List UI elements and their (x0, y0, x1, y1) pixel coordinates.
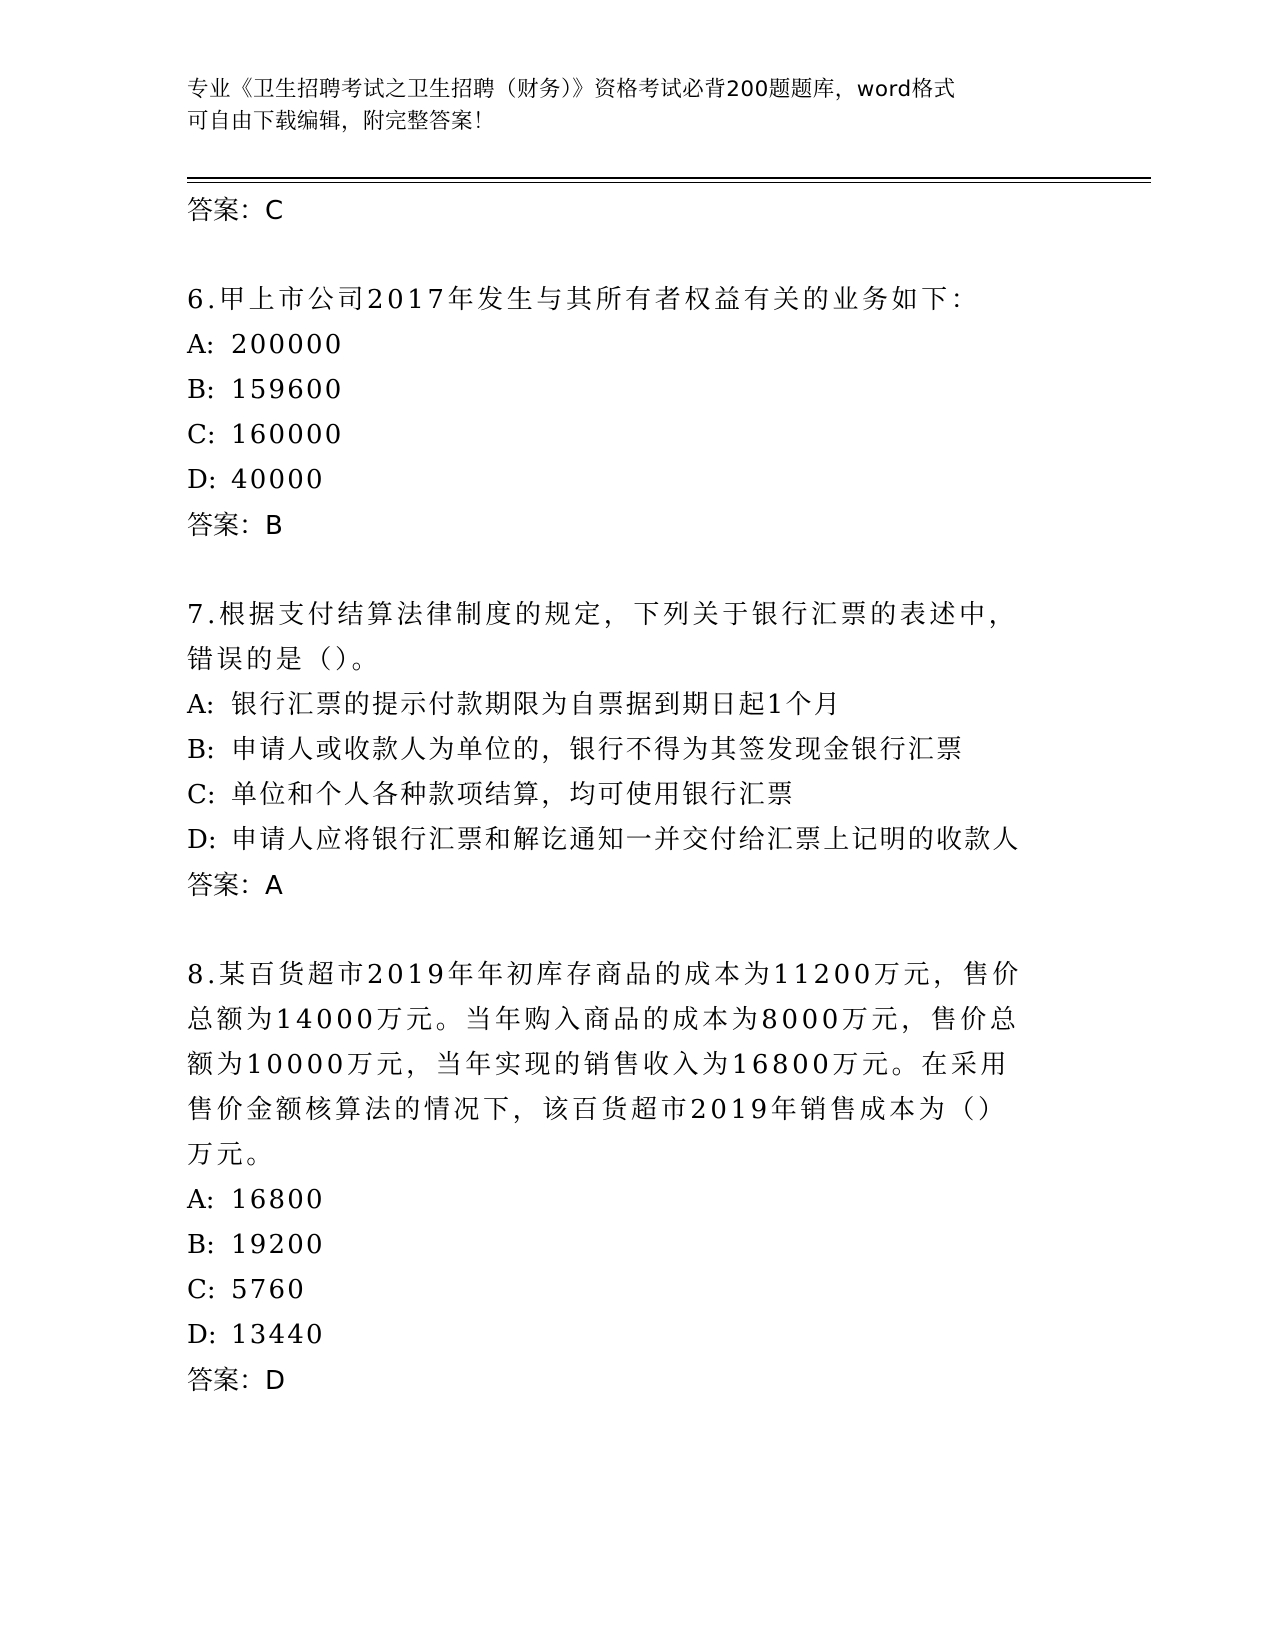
answer-line: 答案：B (187, 511, 283, 541)
option-text: 200000 (231, 330, 344, 360)
document-body (187, 188, 1087, 1404)
option-letter: C: (187, 780, 216, 810)
option-letter: A: (187, 330, 215, 360)
option-a (187, 323, 1087, 368)
header-divider-thin (187, 182, 1151, 183)
option-c (187, 773, 1087, 818)
option-text: 银行汇票的提示付款期限为自票据到期日起1个月 (231, 690, 842, 720)
option-letter: B: (187, 735, 215, 765)
spacer (187, 909, 1087, 953)
answer-line-prev: 答案：C (187, 196, 284, 226)
option-text: 单位和个人各种款项结算，均可使用银行汇票 (231, 780, 796, 810)
option-b (187, 728, 1087, 773)
header-line-1: 专业《卫生招聘考试之卫生招聘（财务）》资格考试必背200题题库，word格式 (187, 77, 956, 102)
option-d (187, 1313, 1087, 1358)
option-d (187, 458, 1087, 503)
question-text: 6.甲上市公司2017年发生与其所有者权益有关的业务如下： (187, 285, 981, 315)
option-letter: C: (187, 1275, 216, 1305)
option-text: 40000 (231, 465, 325, 495)
option-letter: D: (187, 825, 217, 855)
option-letter: C: (187, 420, 216, 450)
option-letter: D: (187, 1320, 217, 1350)
header-line-2: 可自由下载编辑，附完整答案！ (187, 109, 496, 134)
option-b (187, 1223, 1087, 1268)
option-text: 申请人或收款人为单位的，银行不得为其签发现金银行汇票 (231, 735, 965, 765)
question-text: 8.某百货超市2019年年初库存商品的成本为11200万元，售价总额为14000万元。当年购入商品的成本为8000万元，售价总额为10000万元，当年实现的销售收入为16800万元。在采用售价金额核算法的情况下，该百货超市2019年销售成本为（）万元。 (187, 960, 1022, 1170)
option-text: 159600 (231, 375, 344, 405)
document-header (187, 74, 1067, 138)
spacer (187, 549, 1087, 593)
option-text: 13440 (231, 1320, 325, 1350)
header-divider-thick (187, 177, 1151, 179)
question-text: 7.根据支付结算法律制度的规定，下列关于银行汇票的表述中，错误的是（）。 (187, 600, 1019, 675)
question-block (187, 593, 1087, 909)
option-d (187, 818, 1087, 863)
option-text: 5760 (231, 1275, 306, 1305)
option-c (187, 1268, 1087, 1313)
option-letter: B: (187, 375, 215, 405)
question-block (187, 278, 1087, 549)
option-letter: B: (187, 1230, 215, 1260)
question-block (187, 953, 1087, 1404)
option-text: 16800 (231, 1185, 325, 1215)
option-a (187, 1178, 1087, 1223)
answer-line: 答案：A (187, 871, 283, 901)
option-a (187, 683, 1087, 728)
spacer (187, 234, 1087, 278)
option-letter: A: (187, 690, 215, 720)
answer-line: 答案：D (187, 1366, 286, 1396)
option-text: 申请人应将银行汇票和解讫通知一并交付给汇票上记明的收款人 (231, 825, 1021, 855)
option-letter: D: (187, 465, 217, 495)
option-text: 160000 (231, 420, 344, 450)
option-b (187, 368, 1087, 413)
option-letter: A: (187, 1185, 215, 1215)
option-c (187, 413, 1087, 458)
option-text: 19200 (231, 1230, 325, 1260)
